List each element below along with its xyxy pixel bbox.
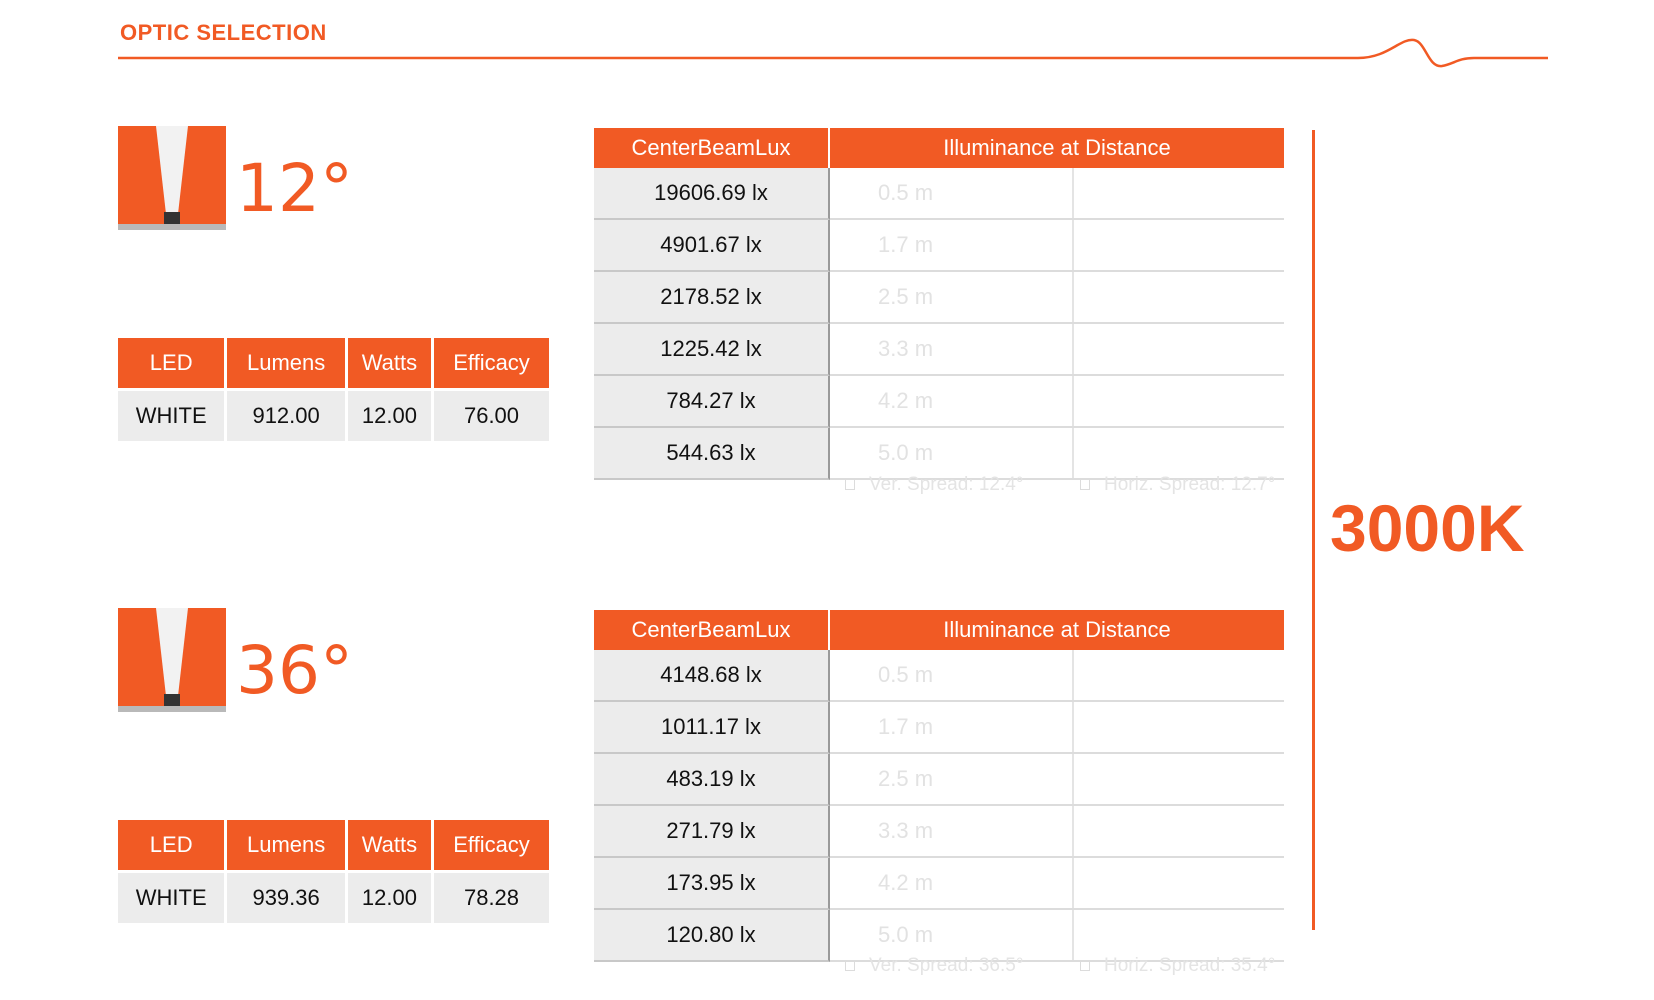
table-row [594,806,1284,858]
lux-col-center: CenterBeamLux [594,128,830,168]
spec-lumens: 912.00 [227,391,344,441]
spec-efficacy: 78.28 [434,873,549,923]
spec-col-watts: Watts [348,338,431,388]
spec-table-12 [115,335,552,444]
lux-value: 271.79 lx [594,806,830,858]
spec-led: WHITE [118,391,224,441]
header-divider [118,36,1548,76]
lux-col-illuminance: Illuminance at Distance [830,128,1284,168]
spec-col-lumens: Lumens [227,820,344,870]
spread-marker-icon [845,960,855,971]
wide-beam-icon [118,608,226,712]
lux-value: 4901.67 lx [594,220,830,272]
spread-marker-icon [1080,479,1090,490]
lux-value: 1011.17 lx [594,702,830,754]
distance-value: 5.0 m [830,910,1284,962]
table-row [594,858,1284,910]
spread-marker-icon [845,479,855,490]
horiz-spread-12: Horiz. Spread: 12.7° [1080,474,1275,496]
table-row [594,168,1284,220]
spec-table-36 [115,817,552,926]
spec-led: WHITE [118,873,224,923]
lux-value: 19606.69 lx [594,168,830,220]
beam-angle-36: 36° [236,632,353,709]
spread-marker-icon [1080,960,1090,971]
table-row [594,754,1284,806]
lux-value: 120.80 lx [594,910,830,962]
distance-value: 4.2 m [830,376,1284,428]
table-row [594,220,1284,272]
horiz-spread-36: Horiz. Spread: 35.4° [1080,955,1275,977]
distance-value: 0.5 m [830,650,1284,702]
page-title: OPTIC SELECTION [120,20,327,45]
lux-col-center: CenterBeamLux [594,610,830,650]
lux-table-36 [594,610,1284,962]
distance-value: 3.3 m [830,324,1284,376]
spec-col-led: LED [118,338,224,388]
ver-spread-12: Ver. Spread: 12.4° [845,474,1023,496]
lux-table-12 [594,128,1284,480]
color-temperature: 3000K [1330,491,1525,565]
spec-lumens: 939.36 [227,873,344,923]
distance-value: 1.7 m [830,702,1284,754]
table-row [594,376,1284,428]
distance-value: 2.5 m [830,272,1284,324]
lux-value: 784.27 lx [594,376,830,428]
lux-value: 2178.52 lx [594,272,830,324]
lux-value: 544.63 lx [594,428,830,480]
table-row [594,650,1284,702]
spec-col-efficacy: Efficacy [434,820,549,870]
spec-col-lumens: Lumens [227,338,344,388]
distance-value: 3.3 m [830,806,1284,858]
distance-value: 5.0 m [830,428,1284,480]
spec-col-led: LED [118,820,224,870]
spec-watts: 12.00 [348,873,431,923]
distance-value: 1.7 m [830,220,1284,272]
narrow-beam-icon [118,126,226,230]
spec-col-efficacy: Efficacy [434,338,549,388]
distance-value: 4.2 m [830,858,1284,910]
table-row [594,702,1284,754]
table-row [594,324,1284,376]
distance-value: 0.5 m [830,168,1284,220]
lux-value: 1225.42 lx [594,324,830,376]
spec-efficacy: 76.00 [434,391,549,441]
lux-value: 483.19 lx [594,754,830,806]
ver-spread-36: Ver. Spread: 36.5° [845,955,1023,977]
beam-angle-12: 12° [236,150,353,227]
vertical-divider [1312,130,1315,930]
table-row [594,428,1284,480]
distance-value: 2.5 m [830,754,1284,806]
lux-value: 173.95 lx [594,858,830,910]
lux-col-illuminance: Illuminance at Distance [830,610,1284,650]
lux-value: 4148.68 lx [594,650,830,702]
spec-watts: 12.00 [348,391,431,441]
table-row [594,272,1284,324]
spec-col-watts: Watts [348,820,431,870]
